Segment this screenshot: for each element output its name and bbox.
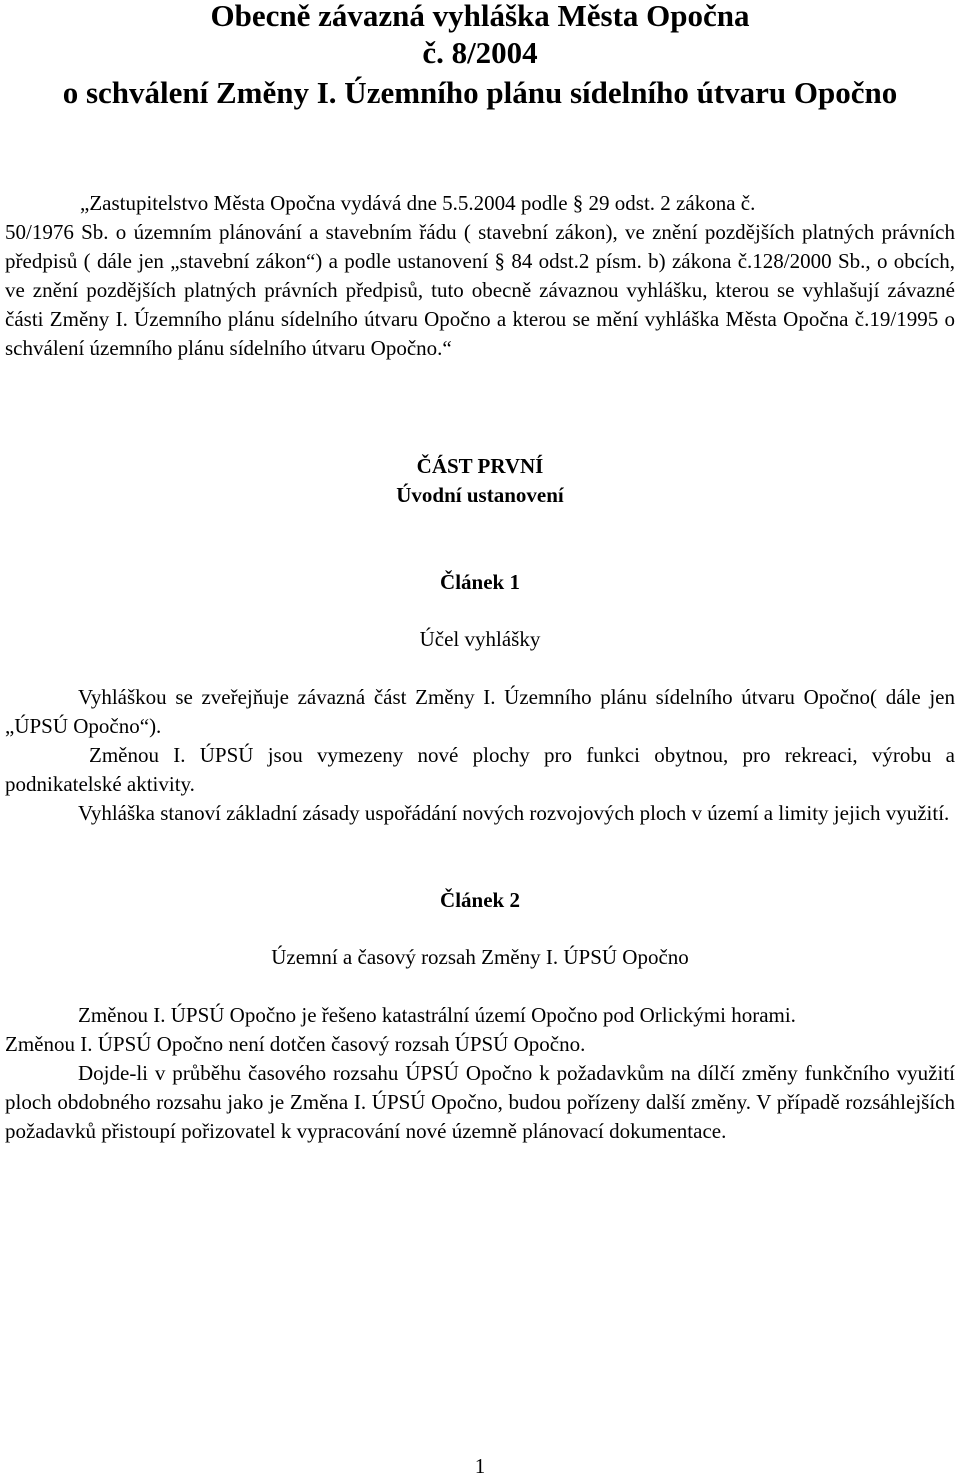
article-2-paragraph-2 xyxy=(5,1030,955,1059)
title-line-2: č. 8/2004 xyxy=(422,35,538,70)
intro-rest: 50/1976 Sb. o územním plánování a stavebním řádu ( stavební zákon), ve znění pozdějších platných právních předpisů ( dále jen „stavební zákon“) a podle ustanovení § 84 odst.2 písm. b) zákona č.128/2000 Sb., o obcích, ve znění pozdějších platných právních předpisů, tuto obecně závaznou vyhlášku, kterou se vyhlašují závazné části Změny I. Územního plánu sídelního útvaru Opočno a kterou se mění vyhláška Města Opočna č.19/1995 o schválení územního plánu sídelního útvaru Opočno.“ xyxy=(5,220,955,360)
article-1-paragraph-1-text: Vyhláškou se zveřejňuje závazná část Změny I. Územního plánu sídelního útvaru Opočno( dále jen „ÚPSÚ Opočno“). xyxy=(5,685,955,738)
article-1-paragraph-1 xyxy=(5,683,955,741)
article-1-paragraph-3 xyxy=(5,799,955,828)
article-2-paragraph-3 xyxy=(5,1059,955,1146)
title-line-3: o schválení Změny I. Územního plánu sídelního útvaru Opočno xyxy=(62,75,898,110)
article-1-title: Článek 1 xyxy=(440,570,520,594)
intro-paragraph xyxy=(5,189,955,363)
article-1-paragraph-2-text: Změnou I. ÚPSÚ jsou vymezeny nové plochy pro funkci obytnou, pro rekreaci, výrobu a podnikatelské aktivity. xyxy=(5,743,955,796)
article-2-paragraph-1 xyxy=(5,1001,955,1030)
article-2-subtitle: Územní a časový rozsah Změny I. ÚPSÚ Opočno xyxy=(271,945,689,969)
article-2-paragraph-1-text: Změnou I. ÚPSÚ Opočno je řešeno katastrální území Opočno pod Orlickými horami. xyxy=(78,1003,796,1027)
article-1-paragraph-2 xyxy=(5,741,955,799)
article-2-paragraph-3-text: Dojde-li v průběhu časového rozsahu ÚPSÚ Opočno k požadavkům na dílčí změny funkčního využití ploch obdobného rozsahu jako je Změna I. ÚPSÚ Opočno, budou pořízeny další změny. V případě rozsáhlejších požadavků přistoupí pořizovatel k vypracování nové územně plánovací dokumentace. xyxy=(5,1061,955,1143)
page-number: 1 xyxy=(474,1454,486,1478)
title-line-1: Obecně závazná vyhláška Města Opočna xyxy=(210,0,750,33)
article-1-subtitle: Účel vyhlášky xyxy=(419,627,541,651)
article-2-paragraph-2-text: Změnou I. ÚPSÚ Opočno není dotčen časový rozsah ÚPSÚ Opočno. xyxy=(5,1032,586,1056)
part-subtitle: Úvodní ustanovení xyxy=(396,483,564,507)
article-1-paragraph-3-text: Vyhláška stanoví základní zásady uspořádání nových rozvojových ploch v území a limity jejich využití. xyxy=(78,801,950,825)
intro-first-line: „Zastupitelstvo Města Opočna vydává dne 5.5.2004 podle § 29 odst. 2 zákona č. xyxy=(80,191,756,215)
part-title: ČÁST PRVNÍ xyxy=(416,454,544,478)
article-2-title: Článek 2 xyxy=(440,888,520,912)
